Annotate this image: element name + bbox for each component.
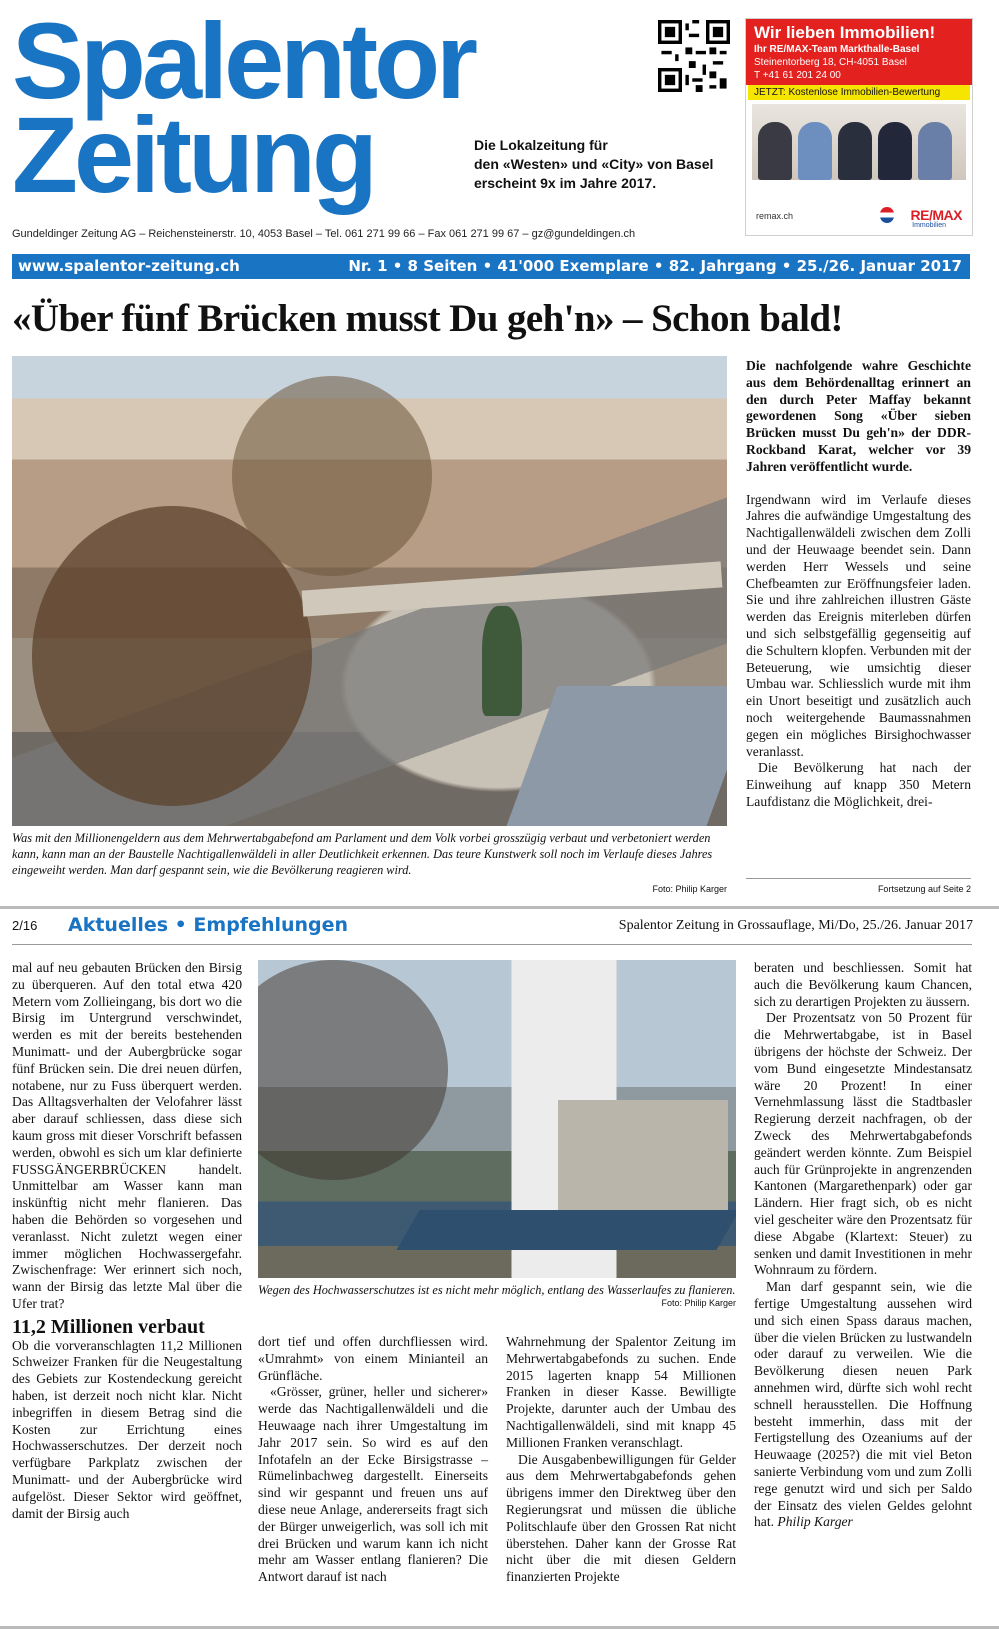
- front-body-paragraph: Die Bevölkerung hat nach der Einweihung auf knapp 350 Metern Laufdistanz die Möglichkeit, drei-: [746, 760, 971, 809]
- body-paragraph: mal auf neu gebauten Brücken den Birsig zu überqueren. Auf den total etwa 420 Metern vom Zollieingang, bis dort wo die Birsig im Untergrund verschwindet, werden es mit der bereits bestehenden Munimatt- und der Aubergbrücke sogar fünf Brücken sein. Die drei neuen dürfen, notabene, nur zu Fuss überquert werden. Das Alltagsverhalten der Velofahrer lässt aber darauf schliessen, dass diese sich kaum gross mit dieser Vorschrift befassen werden, obwohl es sich um klar definierte FUSSGÄNGERBRÜCKEN handelt. Unmittelbar am Wasser kann man inskünftig nicht mehr flanieren. Das haben die Behörden so vorgesehen und veranlasst. Nicht zuletzt wegen einer immer möglichen Hochwassergefahr. Zwischenfrage: Wer erinnert sich noch, wann der Birsig das letzte Mal über die Ufer trat?: [12, 960, 242, 1311]
- remax-logo-sub: Immobilien: [912, 222, 946, 229]
- ad-header: [746, 19, 972, 85]
- front-photo-credit: Foto: Philip Karger: [652, 884, 727, 894]
- qr-code-icon: [658, 20, 730, 92]
- subheading: 11,2 Millionen verbaut: [12, 1315, 205, 1338]
- body-paragraph: Die Ausgabenbewilligungen für Gelder aus dem Mehrwertabgabefonds gehen übrigens immer den Direktweg über den Regierungsrat und müssen die übliche Politschlaufe über den Grossen Rat nicht überstehen. Daher kann der Grosse Rat nicht über die mit diesen Geldern finanzierten Projekte: [506, 1451, 736, 1585]
- ad-phone: T +41 61 201 24 00: [754, 70, 841, 81]
- remax-advertisement[interactable]: [745, 18, 973, 236]
- remax-balloon-icon: [880, 207, 894, 223]
- website-link[interactable]: www.spalentor-zeitung.ch: [18, 257, 240, 275]
- info-bar: [12, 254, 970, 279]
- front-lead: Die nachfolgende wahre Geschichte aus dem Behördenalltag erinnert an den durch Peter Maffay bekannt gewordenen Song «Über sieben Brücken musst Du geh'n» der DDR-Rockband Karat, welcher vor 39 Jahren veröffentlicht wurde.: [746, 358, 971, 474]
- issue-info: Nr. 1 • 8 Seiten • 41'000 Exemplare • 82. Jahrgang • 25./26. Januar 2017: [348, 257, 962, 275]
- masthead-title-line1: Spalentor: [12, 0, 475, 121]
- page-info: Spalentor Zeitung in Grossauflage, Mi/Do, 25./26. Januar 2017: [618, 918, 973, 933]
- tagline-line: den «Westen» und «City» von Basel: [474, 156, 714, 172]
- remax-logo: RE/MAX: [910, 207, 962, 223]
- tagline-line: Die Lokalzeitung für: [474, 137, 608, 153]
- ad-website[interactable]: remax.ch: [756, 211, 794, 221]
- page2-photo-credit: Foto: Philip Karger: [661, 1298, 736, 1308]
- front-photo-caption: Was mit den Millionengeldern aus dem Mehrwertabgabefond am Parlament und dem Volk vorbei grosszügig verbaut und verbetoniert werden kann, kann man an der Baustelle Nachtigallenwäldeli in aller Deutlichkeit erkennen. Das teure Kunstwerk soll noch im Verlaufe dieses Jahres eingeweiht werden. Man darf gespannt sein, wie die Bevölkerung reagieren wird.: [12, 831, 713, 877]
- bottom-rule: [0, 1626, 999, 1629]
- body-paragraph: Der Prozentsatz von 50 Prozent für die Mehrwertabgabe, ist in Basel übrigens der höchste der Schweiz. Der vom Bund eingesetzte Mindestansatz wäre 20 Prozent! In einer Vernehmlassung lässt die Stadtbasler Regierung derzeit nachfragen, ob der Zweck des Mehrwertabgabefonds geändert werden könnte. Zum Beispiel auch für Grünprojekte in angrenzenden Kantonen (Margarethenpark) oder gar Ländern. Hier fragt sich, ob es nicht viel gescheiter wäre den Prozentsatz für diese Abgabe (Klartext: Steuer) zu senken und damit Investitionen in mehr Wohnraum zu fördern.: [754, 1010, 972, 1278]
- page-separator: [0, 906, 999, 909]
- body-paragraph: [754, 1279, 972, 1531]
- ad-footer: [752, 203, 966, 229]
- page-number: 2/16: [12, 918, 38, 933]
- body-paragraph: beraten und beschliessen. Somit hat auch die Bevölkerung kaum Chancen, sich zu derartigen Projekten zu äussern.: [754, 960, 972, 1009]
- page2-photo-caption: Wegen des Hochwasserschutzes ist es nicht mehr möglich, entlang des Wasserlaufes zu flanieren.: [258, 1283, 736, 1297]
- body-paragraph: Wahrnehmung der Spalentor Zeitung im Mehrwertabgabefonds zu suchen. Ende 2015 lagerten knapp 54 Millionen Franken in dieser Kasse. Bewilligte Projekte, darunter auch der Umbau des Nachtigallenwäldeli, sind mit knapp 45 Millionen Franken veranschlagt.: [506, 1334, 736, 1450]
- front-headline: «Über fünf Brücken musst Du geh'n» – Schon bald!: [12, 297, 843, 340]
- masthead-title-line2: Zeitung: [12, 94, 374, 215]
- tagline-line: erscheint 9x im Jahre 2017.: [474, 175, 657, 191]
- page2-column-3: [506, 1334, 736, 1586]
- ad-headline: Wir lieben Immobilien!: [754, 23, 936, 42]
- tagline: [474, 136, 714, 193]
- page2-column-4: [754, 960, 972, 1531]
- front-body-paragraph: Irgendwann wird im Verlaufe dieses Jahres die aufwändige Umgestaltung des Nachtigallenwäldeli zwischen dem Zolli und der Heuwaage beendet sein. Dann werden Herr Wessels und seine Chefbeamten zur Eröffnungsfeier laden. Sie und ihre zahlreichen illustren Gäste werden das Ereignis miterleben dürfen und sich selbstgefällig gegenseitig auf die Schultern klopfen. Verbunden mit der Beteuerung, wie umsichtig dieser Umbau war. Schliesslich wurde mit ihm ein Unort beseitigt und zusätzlich auch noch weitergehende Baumassnahmen gegen ein mögliches Birsighochwasser veranlasst.: [746, 491, 971, 759]
- divider: [12, 944, 972, 945]
- page2-photo: [258, 960, 736, 1278]
- masthead-title: [12, 0, 475, 215]
- ad-team: Ihr RE/MAX-Team Markthalle-Basel: [754, 44, 920, 55]
- front-photo: [12, 356, 727, 826]
- ad-team-photo: [752, 104, 966, 180]
- page2-column-2: [258, 1334, 488, 1586]
- divider: [746, 878, 971, 879]
- front-article: [746, 358, 971, 811]
- ad-offer: JETZT: Kostenlose Immobilien-Bewertung: [748, 85, 970, 100]
- body-paragraph: «Grösser, grüner, heller und sicherer» werde das Nachtigallenwäldeli und die Heuwaage nach ihrer Umgestaltung im Jahr 2017 sein. So wird es auf den Infotafeln an der Ecke Birsigstrasse – Rümelinbachweg dargestellt. Einerseits sind wir gespannt und freuen uns auf diese neue Anlage, andererseits fragt sich der Bürger unweigerlich, was soll ich mit drei Brücken und warum kann ich nicht mehr am Wasser entlang flanieren? Die Antwort darauf ist nach: [258, 1384, 488, 1585]
- body-paragraph-text: Man darf gespannt sein, wie die fertige Umgestaltung aussehen wird und sich einen Spass daraus machen, über die vielen Brücken zu lustwandeln oder darauf zu verweilen. Wie die Bevölkerung diesen neuen Park annehmen wird, dürfte sich wohl recht schnell herausstellen. Die Hoffnung besteht immerhin, dass mit der Fertigstellung des Ozeaniums auf der Heuwaage (2025?) die mit viel Beton sanierte Verbindung vom und zum Zolli rege genutzt wird und sich per Saldo der Einsatz des vielen Geldes gelohnt hat.: [754, 1279, 972, 1530]
- publisher-address: Gundeldinger Zeitung AG – Reichensteinerstr. 10, 4053 Basel – Tel. 061 271 99 66 – Fax 061 271 99 67 – gz@gundeldingen.ch: [12, 228, 636, 240]
- page2-column-1: [12, 960, 242, 1522]
- body-paragraph: dort tief und offen durchfliessen wird. «Umrahmt» von einem Minianteil an Grünfläche.: [258, 1334, 488, 1383]
- continued-note[interactable]: Fortsetzung auf Seite 2: [877, 884, 971, 894]
- ad-street: Steinentorberg 18, CH-4051 Basel: [754, 57, 907, 68]
- body-paragraph: Ob die vorveranschlagten 11,2 Millionen Schweizer Franken für die Neugestaltung des Gebiets zur Kostendeckung gereicht haben, ist derzeit noch nicht klar. Nicht inbegriffen in diesem Betrag sind die Kosten zur Errichtung eines Hochwasserschutzes. Der derzeit noch verfügbare Parkplatz zwischen der Munimatt- und der Aubergbrücke wird aufgelöst. Dieser Sektor wird geöffnet, damit der Birsig auch: [12, 1337, 242, 1521]
- section-title: Aktuelles • Empfehlungen: [68, 914, 349, 936]
- author-signature: Philip Karger: [777, 1514, 853, 1530]
